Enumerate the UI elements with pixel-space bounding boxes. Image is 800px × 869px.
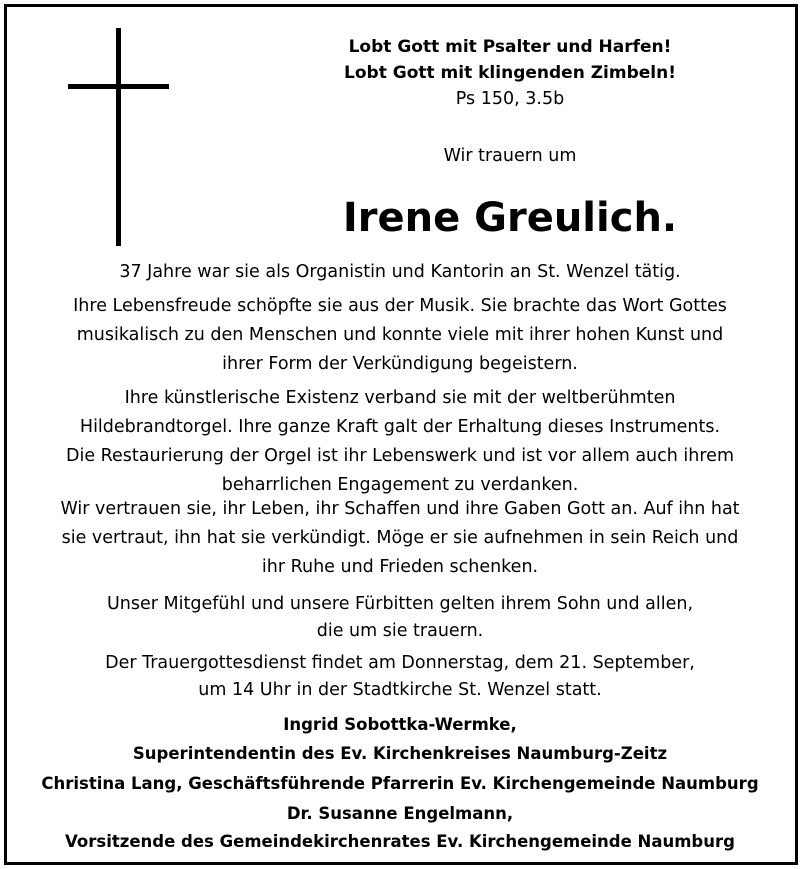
paragraph-organ-line-3: Die Restaurierung der Orgel ist ihr Lebenswerk und ist vor allem auch ihrem — [65, 446, 735, 466]
paragraph-faith-line-3: ihr Ruhe und Frieden schenken. — [261, 557, 539, 577]
paragraph-organ-line-2: Hildebrandtorgel. Ihre ganze Kraft galt der Erhaltung dieses Instruments. — [79, 417, 721, 437]
paragraph-condolence-line-1: Unser Mitgefühl und unsere Fürbitten gelten ihrem Sohn und allen, — [106, 594, 694, 614]
mourning-intro: Wir trauern um — [443, 146, 577, 166]
signature-name-3: Dr. Susanne Engelmann, — [286, 804, 514, 823]
paragraph-condolence-line-2: die um sie trauern. — [316, 621, 484, 641]
cross-horizontal-bar — [68, 84, 169, 89]
paragraph-service-line-1: Der Trauergottesdienst findet am Donnerstag, dem 21. September, — [105, 653, 695, 673]
signature-title-1: Superintendentin des Ev. Kirchenkreises Naumburg-Zeitz — [132, 744, 668, 763]
deceased-name: Irene Greulich. — [342, 195, 678, 241]
paragraph-tenure: 37 Jahre war sie als Organistin und Kantorin an St. Wenzel tätig. — [119, 262, 681, 282]
signature-name-2: Christina Lang, Geschäftsführende Pfarrerin Ev. Kirchengemeinde Naumburg — [41, 774, 759, 793]
paragraph-music-line-1: Ihre Lebensfreude schöpfte sie aus der Musik. Sie brachte das Wort Gottes — [73, 296, 727, 316]
paragraph-service-line-2: um 14 Uhr in der Stadtkirche St. Wenzel statt. — [198, 680, 602, 700]
paragraph-music-line-2: musikalisch zu den Menschen und konnte viele mit ihrer hohen Kunst und — [76, 325, 724, 345]
signature-name-1: Ingrid Sobottka-Wermke, — [283, 715, 517, 734]
signature-title-3: Vorsitzende des Gemeindekirchenrates Ev. Kirchengemeinde Naumburg — [65, 832, 735, 851]
paragraph-organ-line-1: Ihre künstlerische Existenz verband sie mit der weltberühmten — [124, 388, 676, 408]
psalm-verse-line-1: Lobt Gott mit Psalter und Harfen! — [348, 37, 672, 57]
cross-vertical-bar — [116, 28, 121, 246]
paragraph-faith-line-1: Wir vertrauen sie, ihr Leben, ihr Schaffen und ihre Gaben Gott an. Auf ihn hat — [60, 499, 740, 519]
paragraph-faith-line-2: sie vertraut, ihn hat sie verkündigt. Möge er sie aufnehmen in sein Reich und — [61, 528, 739, 548]
paragraph-music-line-3: ihrer Form der Verkündigung begeistern. — [222, 354, 578, 374]
psalm-reference: Ps 150, 3.5b — [455, 89, 565, 109]
paragraph-organ-line-4: beharrlichen Engagement zu verdanken. — [221, 475, 579, 495]
psalm-verse-line-2: Lobt Gott mit klingenden Zimbeln! — [344, 63, 676, 83]
